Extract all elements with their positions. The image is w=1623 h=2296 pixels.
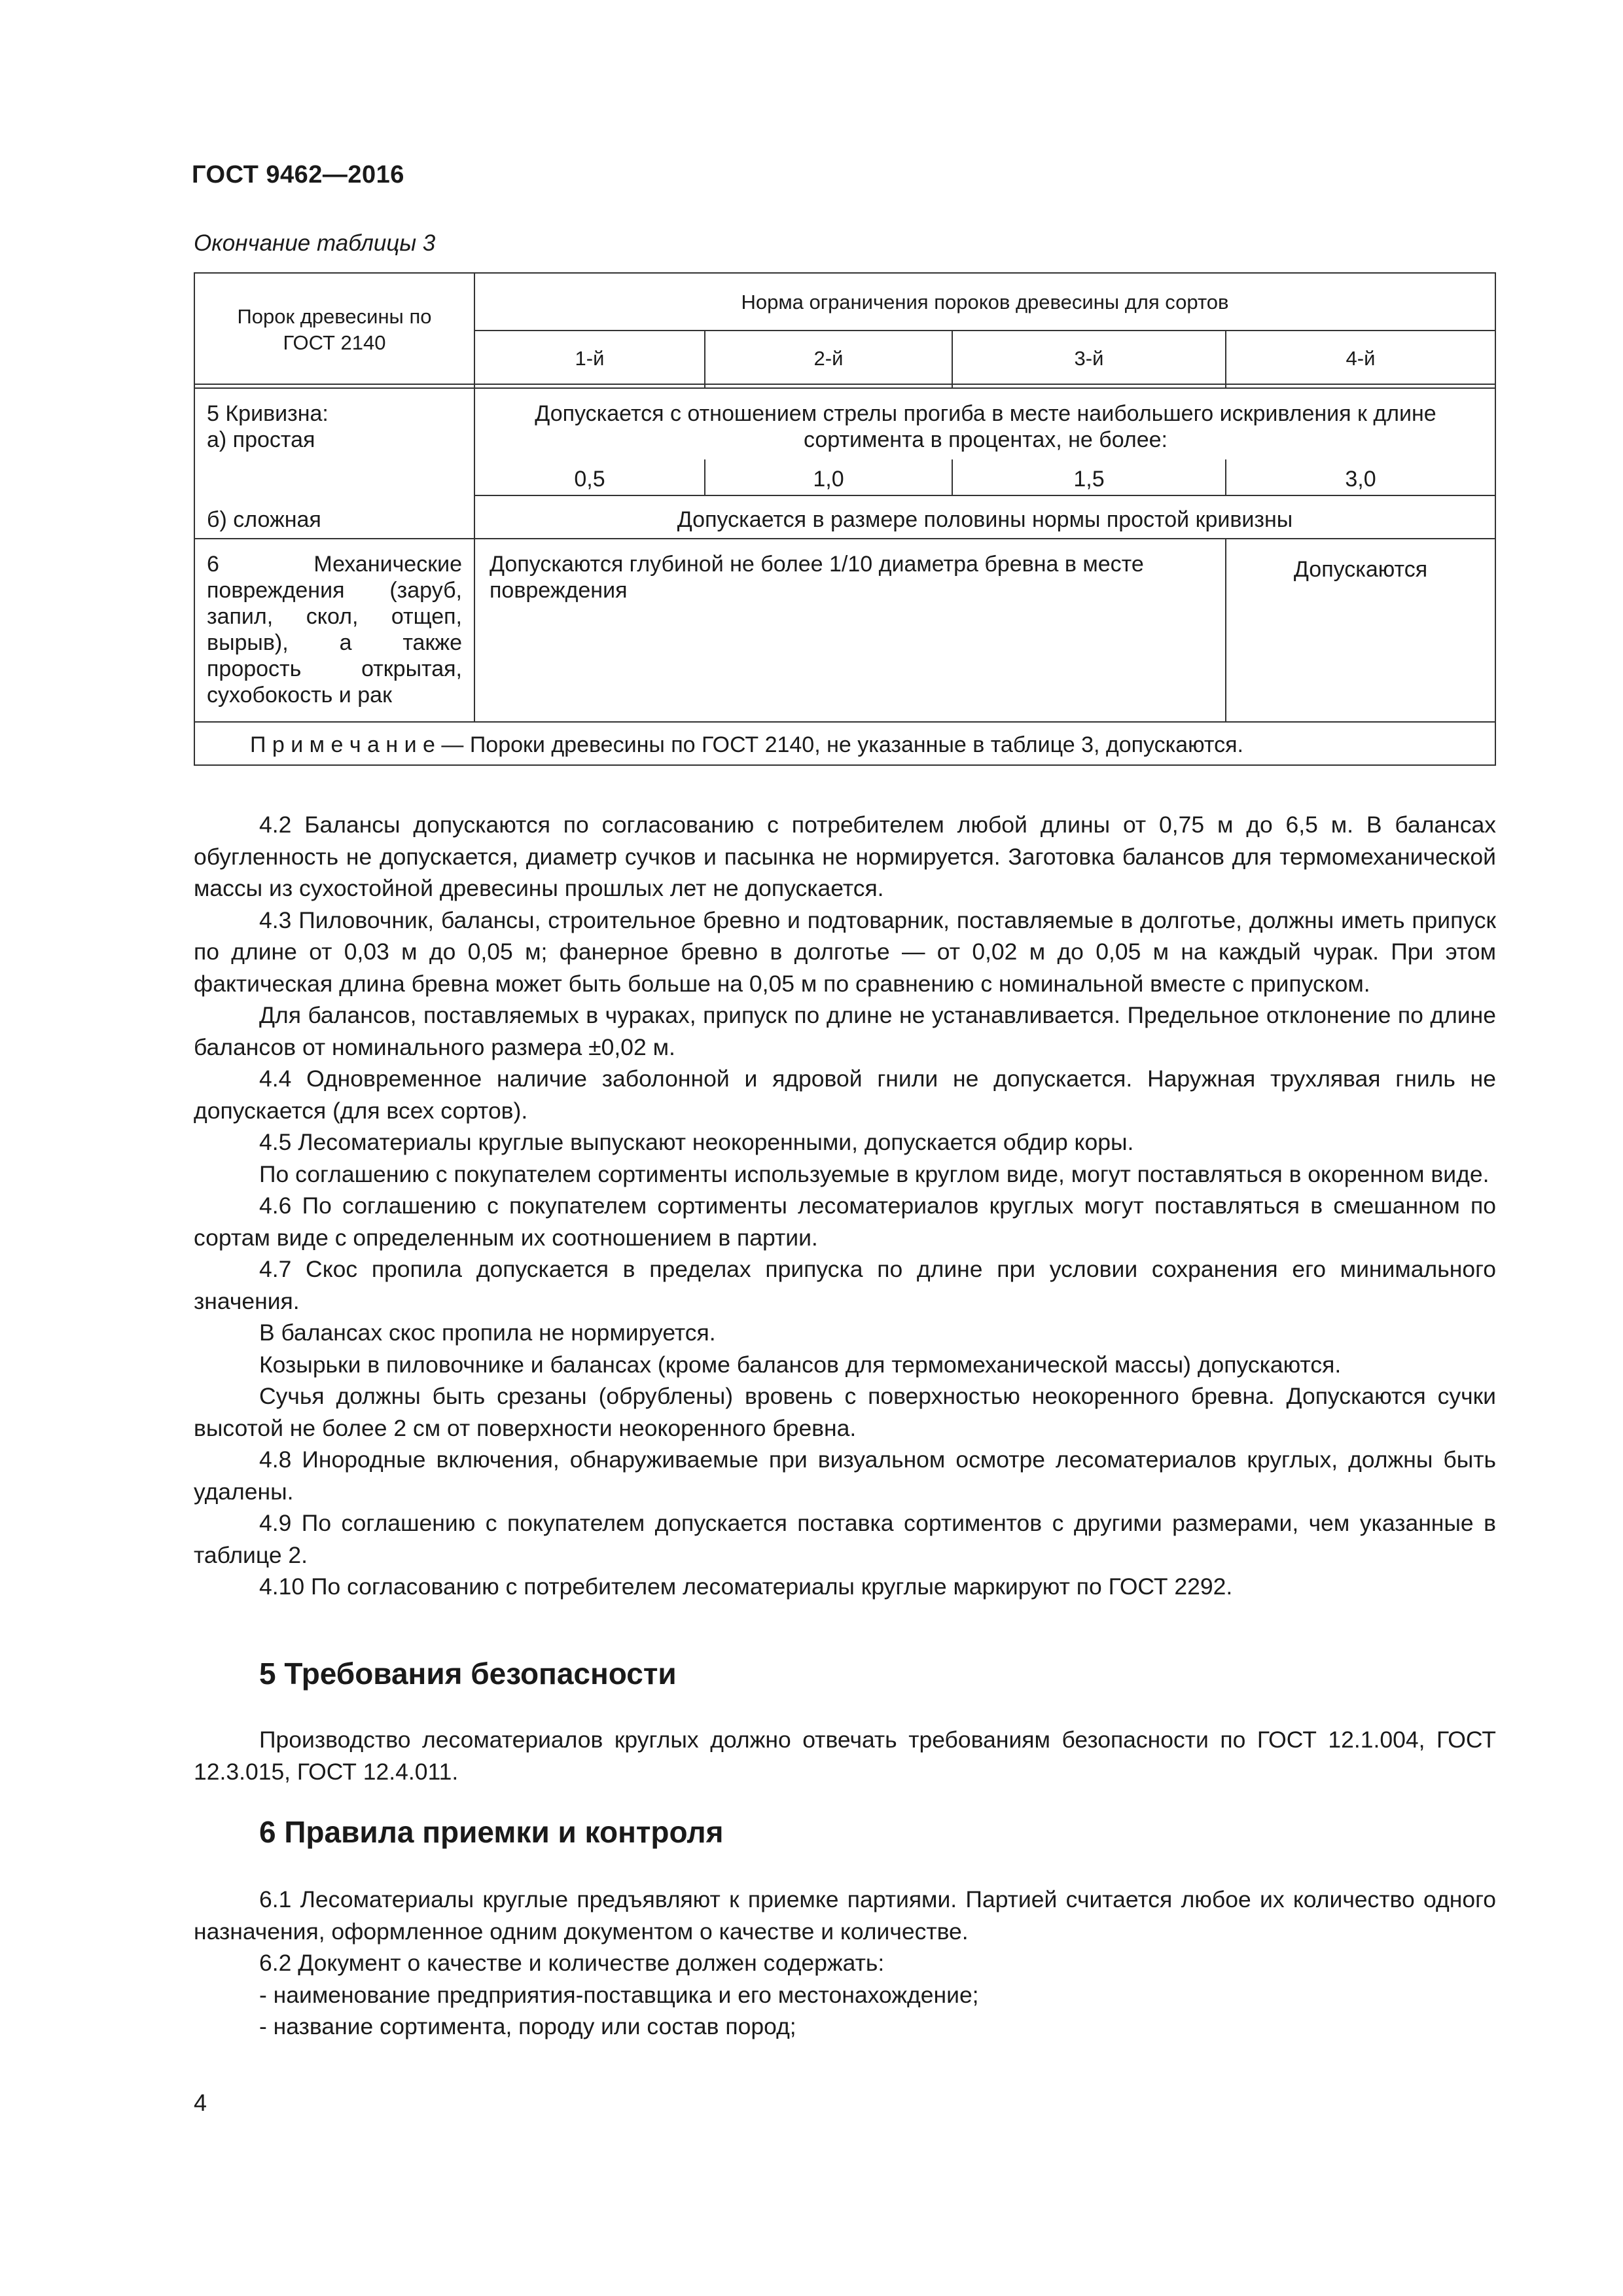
paragraph-4-2: 4.2 Балансы допускаются по согласованию с потребителем любой длины от 0,75 м до 6,5 м. В балансах обугленность не допускается, диаметр сучков и пасынка не нормируется. Заготовка балансов для термомеханической массы из сухостойной древесины прошлых лет не допускается.: [194, 812, 1496, 901]
row5-value-1: 0,5: [574, 467, 605, 492]
paragraph-4-3-cont: Для балансов, поставляемых в чураках, припуск по длине не устанавливается. Предельное отклонение по длине балансов от номинального размера ±0,02 м.: [194, 1002, 1496, 1060]
defects-table: [194, 272, 1496, 766]
body-paragraphs: [194, 809, 1496, 1603]
row6-label: 6 Механические повреждения (заруб, запил, скол, отщеп, вырыв), а также прорость открытая, сухобокость и рак: [207, 552, 462, 708]
paragraph-4-7: 4.7 Скос пропила допускается в пределах припуска по длине при условии сохранения его минимального значения.: [194, 1256, 1496, 1314]
row5-text: Допускается с отношением стрелы прогиба в месте наибольшего искривления к длине сортимента в процентах, не более:: [535, 401, 1436, 452]
row5-value-4: 3,0: [1345, 467, 1376, 492]
row6-text: Допускаются глубиной не более 1/10 диаметра бревна в месте повреждения: [490, 552, 1144, 603]
row5b-text: Допускается в размере половины нормы простой кривизны: [677, 507, 1293, 532]
grade-2: 2-й: [813, 347, 844, 370]
grade-1: 1-й: [575, 347, 605, 370]
page-number: 4: [194, 2089, 207, 2116]
row5-value-2: 1,0: [813, 467, 844, 492]
row5b-label: б) сложная: [207, 507, 321, 532]
paragraph-4-5: 4.5 Лесоматериалы круглые выпускают неокоренными, допускается обдир коры.: [259, 1129, 1134, 1155]
document-header: ГОСТ 9462—2016: [192, 161, 404, 188]
paragraph-4-7-cont3: Сучья должны быть срезаны (обрублены) вровень с поверхностью неокоренного бревна. Допускаются сучки высотой не более 2 см от поверхности неокоренного бревна.: [194, 1383, 1496, 1441]
paragraph-4-9: 4.9 По соглашению с покупателем допускается поставка сортиментов с другими размерами, чем указанные в таблице 2.: [194, 1510, 1496, 1568]
section-6-title: 6 Правила приемки и контроля: [259, 1815, 724, 1849]
paragraph-4-10: 4.10 По согласованию с потребителем лесоматериалы круглые маркируют по ГОСТ 2292.: [259, 1573, 1233, 1600]
paragraph-6-2: 6.2 Документ о качестве и количестве должен содержать:: [259, 1950, 885, 1976]
paragraph-4-7-cont2: Козырьки в пиловочнике и балансах (кроме балансов для термомеханической массы) допускаются.: [259, 1351, 1342, 1378]
table-note: П р и м е ч а н и е — Пороки древесины по ГОСТ 2140, не указанные в таблице 3, допускаются.: [250, 732, 1243, 757]
paragraph-4-5-cont: По соглашению с покупателем сортименты используемые в круглом виде, могут поставляться в окоренном виде.: [259, 1160, 1489, 1187]
grade-4: 4-й: [1346, 347, 1376, 370]
list-item-1: - наименование предприятия-поставщика и его местонахождение;: [259, 1981, 979, 2008]
row5-label: 5 Кривизна: а) простая: [207, 401, 329, 452]
section-5-title: 5 Требования безопасности: [259, 1657, 677, 1691]
paragraph-4-3: 4.3 Пиловочник, балансы, строительное бревно и подтоварник, поставляемые в долготье, должны иметь припуск по длине от 0,03 м до 0,05 м; фанерное бревно в долготье — от 0,02 м до 0,05 м на каждый чурак. При этом фактическая длина бревна может быть больше на 0,05 м по сравнению с номинальной вместе с припуском.: [194, 906, 1496, 997]
table-caption: Окончание таблицы 3: [194, 230, 436, 256]
paragraph-4-7-cont1: В балансах скос пропила не нормируется.: [259, 1319, 716, 1346]
paragraph-4-4: 4.4 Одновременное наличие заболонной и ядровой гнили не допускается. Наружная трухлявая гниль не допускается (для всех сортов).: [194, 1066, 1496, 1124]
section-5-text: Производство лесоматериалов круглых должно отвечать требованиям безопасности по ГОСТ 12.1.004, ГОСТ 12.3.015, ГОСТ 12.4.011.: [194, 1727, 1496, 1785]
paragraph-4-8: 4.8 Инородные включения, обнаруживаемые при визуальном осмотре лесоматериалов круглых, должны быть удалены.: [194, 1446, 1496, 1505]
grade-3: 3-й: [1074, 347, 1104, 370]
list-item-2: - название сортимента, породу или состав пород;: [259, 2013, 796, 2039]
paragraph-6-1: 6.1 Лесоматериалы круглые предъявляют к приемке партиями. Партией считается любое их количество одного назначения, оформленное одним документом о качестве и количестве.: [194, 1886, 1496, 1945]
row5-value-3: 1,5: [1073, 467, 1105, 492]
header-defect: Порок древесины по ГОСТ 2140: [237, 305, 432, 354]
paragraph-4-6: 4.6 По соглашению с покупателем сортименты лесоматериалов круглых могут поставляться в смешанном по сортам виде с определенным их соотношением в партии.: [194, 1193, 1496, 1251]
section-6-body: [194, 1884, 1496, 2043]
header-norm: Норма ограничения пороков древесины для сортов: [741, 291, 1229, 314]
section-5-body: [194, 1724, 1496, 1787]
row6-grade4: Допускаются: [1293, 557, 1428, 582]
